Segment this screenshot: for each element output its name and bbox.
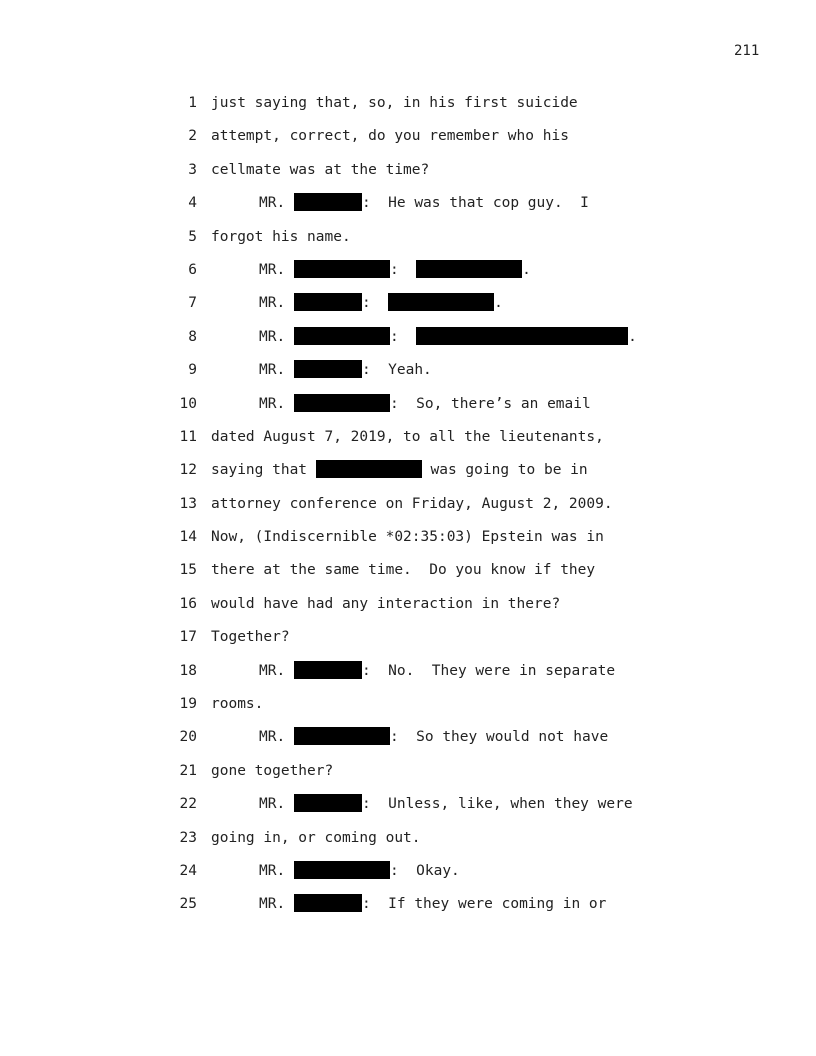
line-number: 5 [188, 228, 197, 245]
transcript-line [0, 360, 816, 393]
transcript-line [0, 160, 816, 193]
line-number: 12 [179, 462, 197, 479]
line-number: 6 [188, 261, 197, 278]
line-text: forgot his name. [211, 228, 351, 245]
transcript-line [0, 727, 816, 760]
line-number: 9 [188, 362, 197, 379]
speaker-prefix: MR. [259, 328, 286, 345]
transcript-line [0, 427, 816, 460]
redaction-bar [316, 460, 422, 478]
line-number: 24 [179, 862, 197, 879]
transcript-line [0, 126, 816, 159]
transcript-line [0, 527, 816, 560]
line-number: 11 [179, 428, 197, 445]
line-number: 18 [179, 662, 197, 679]
line-text: Together? [211, 629, 290, 646]
redaction-bar [294, 260, 390, 278]
redaction-bar [294, 193, 362, 211]
line-text: : Yeah. [361, 362, 432, 379]
speaker-line [259, 727, 608, 747]
speaker-line [211, 460, 588, 480]
transcript-line [0, 794, 816, 827]
line-text: Now, (Indiscernible *02:35:03) Epstein was in [211, 529, 604, 546]
line-number: 25 [179, 896, 197, 913]
line-text: gone together? [211, 762, 334, 779]
line-text: going in, or coming out. [211, 829, 421, 846]
line-text: cellmate was at the time? [211, 161, 430, 178]
line-text: rooms. [211, 696, 264, 713]
speaker-prefix: MR. [259, 796, 286, 813]
speaker-prefix: MR. [259, 395, 286, 412]
speaker-colon: : [389, 328, 399, 345]
redaction-bar [294, 293, 362, 311]
line-text: : Okay. [389, 862, 460, 879]
speaker-colon: : [361, 295, 371, 312]
speaker-line [259, 293, 503, 313]
redaction-bar [294, 794, 362, 812]
redaction-bar [294, 661, 362, 679]
line-number: 13 [179, 495, 197, 512]
line-text: saying that [211, 462, 308, 479]
transcript-line [0, 260, 816, 293]
line-number: 8 [188, 328, 197, 345]
transcript-line [0, 661, 816, 694]
line-text: dated August 7, 2019, to all the lieutenants, [211, 428, 604, 445]
speaker-line [259, 794, 633, 814]
speaker-prefix: MR. [259, 729, 286, 746]
transcript-line [0, 894, 816, 927]
line-number: 23 [179, 829, 197, 846]
transcript-line [0, 828, 816, 861]
transcript-line [0, 227, 816, 260]
redaction-bar [416, 327, 628, 345]
line-text: would have had any interaction in there? [211, 595, 561, 612]
transcript-line [0, 861, 816, 894]
line-number: 21 [179, 762, 197, 779]
line-tail: . [494, 295, 503, 312]
speaker-line [259, 193, 589, 213]
speaker-prefix: MR. [259, 195, 286, 212]
line-number: 15 [179, 562, 197, 579]
line-text: was going to be in [421, 462, 588, 479]
speaker-prefix: MR. [259, 261, 286, 278]
line-number: 2 [188, 128, 197, 145]
speaker-line [259, 327, 637, 347]
speaker-line [259, 894, 606, 914]
speaker-prefix: MR. [259, 362, 286, 379]
line-number: 3 [188, 161, 197, 178]
line-number: 17 [179, 629, 197, 646]
line-text: : Unless, like, when they were [361, 796, 633, 813]
speaker-line [259, 861, 460, 881]
transcript-line [0, 627, 816, 660]
redaction-bar [294, 360, 362, 378]
line-text: : No. They were in separate [361, 662, 616, 679]
speaker-line [259, 260, 531, 280]
line-number: 20 [179, 729, 197, 746]
line-text: : If they were coming in or [361, 896, 607, 913]
line-number: 4 [188, 195, 197, 212]
redaction-bar [294, 394, 390, 412]
transcript-line [0, 394, 816, 427]
transcript-line [0, 293, 816, 326]
line-number: 22 [179, 796, 197, 813]
transcript-line [0, 594, 816, 627]
speaker-prefix: MR. [259, 862, 286, 879]
speaker-line [259, 394, 591, 414]
line-text: attempt, correct, do you remember who his [211, 128, 569, 145]
transcript-line [0, 694, 816, 727]
line-text: just saying that, so, in his first suicide [211, 95, 578, 111]
line-text: : So they would not have [389, 729, 609, 746]
page-number: 211 [734, 43, 760, 59]
line-number: 7 [188, 295, 197, 312]
redaction-bar [294, 727, 390, 745]
line-number: 14 [179, 529, 197, 546]
line-tail: . [628, 328, 637, 345]
speaker-prefix: MR. [259, 896, 286, 913]
line-number: 19 [179, 696, 197, 713]
redaction-bar [416, 260, 522, 278]
line-text: attorney conference on Friday, August 2, 2009. [211, 495, 613, 512]
speaker-line [259, 360, 432, 380]
transcript-line [0, 460, 816, 493]
line-text: : So, there’s an email [389, 395, 591, 412]
speaker-prefix: MR. [259, 295, 286, 312]
line-text: there at the same time. Do you know if they [211, 562, 596, 579]
line-number: 10 [179, 395, 197, 412]
redaction-bar [388, 293, 494, 311]
transcript-line [0, 761, 816, 794]
transcript-line [0, 193, 816, 226]
speaker-prefix: MR. [259, 662, 286, 679]
transcript-line [0, 560, 816, 593]
redaction-bar [294, 894, 362, 912]
speaker-colon: : [389, 261, 399, 278]
transcript-line [0, 494, 816, 527]
line-number: 1 [188, 95, 197, 111]
redaction-bar [294, 861, 390, 879]
transcript-line [0, 327, 816, 360]
line-tail: . [522, 261, 531, 278]
transcript-line [0, 93, 816, 126]
line-number: 16 [179, 595, 197, 612]
line-text: : He was that cop guy. I [361, 195, 589, 212]
redaction-bar [294, 327, 390, 345]
transcript-body [0, 93, 816, 928]
speaker-line [259, 661, 615, 681]
